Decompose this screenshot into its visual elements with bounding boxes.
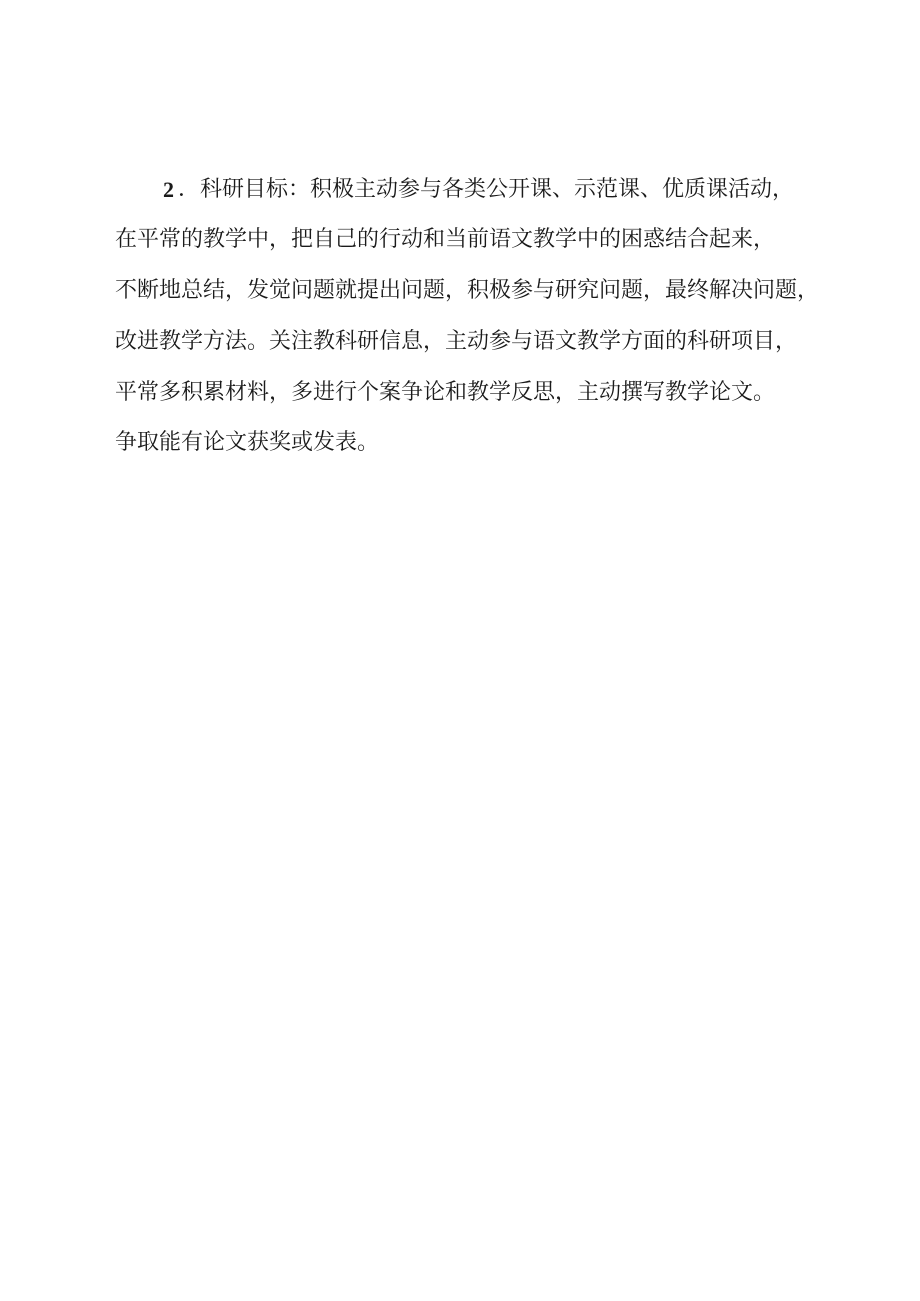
text-line <box>0 370 920 416</box>
line-text: 改进教学方法。关注教科研信息，主动参与语文教学方面的科研项目， <box>115 329 798 354</box>
text-line <box>0 319 920 365</box>
text-line <box>0 167 920 213</box>
line-text: 在平常的教学中，把自己的行动和当前语文教学中的困惑结合起来， <box>115 227 776 252</box>
line-text: ．科研目标：积极主动参与各类公开课、示范课、优质课活动， <box>178 177 795 202</box>
line-text: 平常多积累材料，多进行个案争论和教学反思，主动撰写教学论文。 <box>115 380 776 405</box>
text-line <box>0 268 920 314</box>
text-line <box>0 217 920 263</box>
line-text: 不断地总结，发觉问题就提出问题，积极参与研究问题，最终解决问题， <box>115 278 820 303</box>
list-number: 2 <box>163 177 174 202</box>
text-line <box>0 433 920 479</box>
line-text: 争取能有论文获奖或发表。 <box>115 430 380 455</box>
